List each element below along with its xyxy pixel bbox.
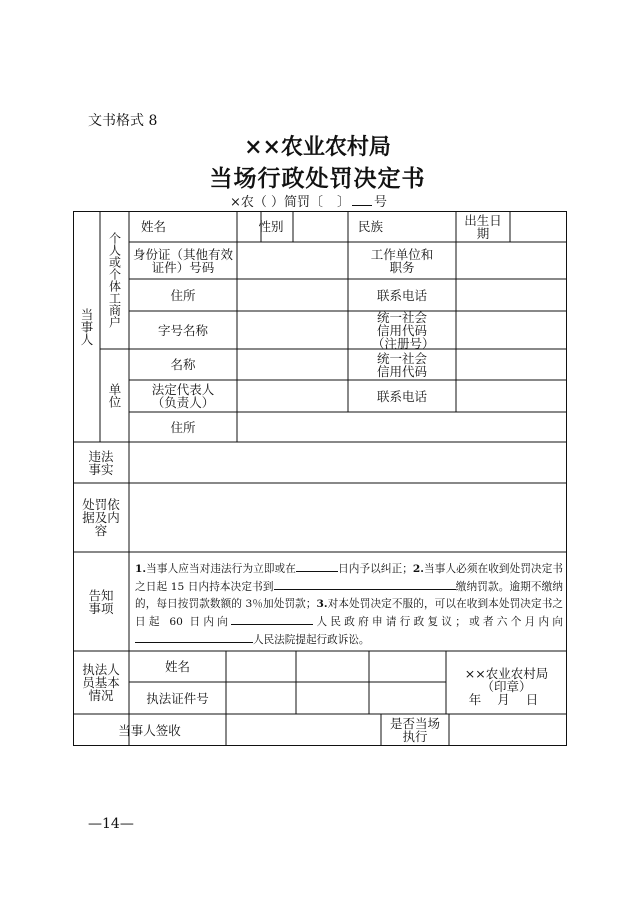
notice-item-2-tail: 缴纳罚款。逾期不缴纳的，每日按罚款数额的 3％加处罚款；	[135, 581, 564, 610]
id-number-label: 身份证（其他有效证件）号码	[133, 246, 234, 275]
officer-name-label: 姓名	[164, 659, 190, 674]
notice-item-3-text: 对本处罚决定不服的，可以在收到本处罚决定书之日起 60 日内向	[135, 598, 563, 628]
name-label: 姓名	[141, 219, 167, 234]
officer-1-name-input[interactable]	[226, 651, 296, 682]
officer-2-name-input[interactable]	[296, 651, 369, 682]
issuer-date: 年 月 日	[468, 692, 545, 707]
issuer-seal: （印章）	[481, 679, 532, 694]
notice-item-3-number: 3.	[316, 598, 328, 610]
officer-1-cert-input[interactable]	[226, 682, 296, 714]
officer-3-cert-input[interactable]	[369, 682, 446, 714]
birth-date-input[interactable]	[510, 211, 567, 242]
legal-rep-label: 法定代表人（负责人）	[151, 382, 215, 410]
party-label: 当事人	[79, 307, 94, 346]
issuing-authority-title: ××农业农村局	[244, 134, 391, 160]
issuer-seal-block	[446, 659, 567, 714]
payment-place-blank[interactable]	[274, 578, 456, 590]
officer-2-cert-input[interactable]	[296, 682, 369, 714]
credit-code-reg-label: 统一社会信用代码（注册号）	[372, 309, 435, 351]
party-signature-input[interactable]	[226, 714, 381, 746]
notice-item-3-tail: 人民法院提起行政诉讼。	[253, 634, 370, 646]
doc-number-prefix: ×农（ ）简罚〔	[230, 195, 324, 210]
gender-label: 性别	[258, 219, 284, 234]
court-blank[interactable]	[135, 631, 253, 643]
unit-phone-label: 联系电话	[376, 388, 427, 404]
page-number: —14—	[88, 816, 134, 832]
officer-3-name-input[interactable]	[369, 651, 446, 682]
doc-number-suffix: 号	[374, 195, 388, 210]
individual-label: 个人或个体工商户	[107, 232, 122, 328]
review-government-blank[interactable]	[231, 613, 313, 625]
business-name-label: 字号名称	[157, 322, 208, 338]
unit-name-label: 名称	[170, 357, 196, 372]
document-number	[230, 191, 387, 210]
notice-item-2-text: 当事人必须在收到处罚决定书之日起 15 日内持本决定书到	[135, 563, 564, 593]
work-unit-label: 工作单位和职务	[370, 246, 434, 275]
doc-number-middle: 〕	[337, 195, 351, 210]
notice-item-1-text: 当事人应当对违法行为立即或在	[146, 563, 296, 575]
notice-label: 告知事项	[88, 587, 114, 616]
birth-date-label: 出生日期	[464, 212, 502, 241]
unit-address-label: 住所	[170, 419, 196, 435]
ethnicity-label: 民族	[358, 219, 384, 234]
officer-cert-label: 执法证件号	[146, 690, 209, 706]
individual-phone-label: 联系电话	[376, 287, 427, 303]
document-format-label: 文书格式 8	[88, 113, 158, 129]
notice-text	[135, 560, 563, 649]
document-title: 当场行政处罚决定书	[209, 165, 426, 192]
penalty-basis-label: 处罚依据及内容	[82, 497, 120, 538]
violation-facts-label: 违法事实	[88, 448, 114, 477]
notice-item-1-tail: 日内予以纠正；	[337, 563, 413, 575]
violation-facts-input[interactable]	[129, 442, 567, 483]
notice-item-3-middle: 人民政府申请行政复议；或者六个月内向	[313, 616, 564, 628]
doc-number-blank[interactable]	[352, 193, 372, 206]
on-site-exec-input[interactable]	[449, 714, 567, 746]
officer-info-label: 执法人员基本情况	[82, 662, 120, 703]
unit-label: 单位	[107, 383, 122, 408]
issuer-org: ××农业农村局	[464, 666, 549, 681]
notice-item-1-number: 1.	[135, 563, 147, 575]
correction-days-blank[interactable]	[296, 560, 338, 572]
penalty-decision-form	[73, 211, 567, 746]
on-site-exec-label: 是否当场执行	[389, 716, 440, 744]
unit-credit-code-label: 统一社会信用代码	[376, 350, 427, 379]
party-signature-label: 当事人签收	[118, 722, 181, 738]
individual-address-label: 住所	[170, 287, 196, 303]
penalty-basis-input[interactable]	[129, 483, 567, 552]
notice-item-2-number: 2.	[412, 563, 424, 575]
